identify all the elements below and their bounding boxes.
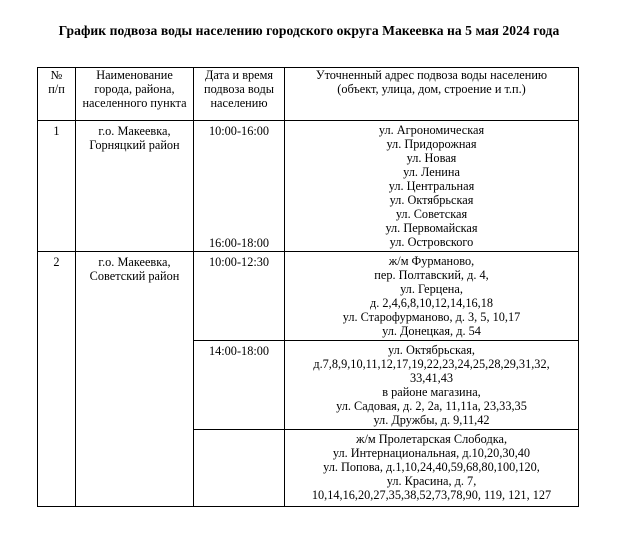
address-line: ж/м Фурманово,	[388, 254, 475, 268]
header-text: подвоза воды	[204, 82, 274, 96]
address-line: ул. Октябрьская,	[388, 343, 475, 357]
locality-line: Советский район	[89, 269, 180, 283]
address-line: ул. Садовая, д. 2, 2а, 11,11а, 23,33,35	[336, 399, 527, 413]
address-line: ул. Герцена,	[400, 282, 463, 296]
table-row	[38, 252, 579, 341]
row-addresses	[285, 252, 579, 341]
row-addresses	[285, 430, 579, 507]
time-slot: 10:00-16:00	[208, 124, 270, 138]
header-text: (объект, улица, дом, строение и т.п.)	[337, 82, 526, 96]
header-number	[38, 68, 76, 121]
address-line: ул. Островского	[389, 235, 474, 249]
header-locality	[76, 68, 194, 121]
address-line: ул. Попова, д.1,10,24,40,59,68,80,100,120,	[323, 460, 540, 474]
address-line: д.7,8,9,10,11,12,17,19,22,23,24,25,28,29,31,32,	[313, 357, 550, 371]
row-addresses	[285, 341, 579, 430]
address-line: ул. Октябрьская	[389, 193, 474, 207]
row-locality	[76, 121, 194, 252]
header-address	[285, 68, 579, 121]
locality-line: г.о. Макеевка,	[98, 255, 171, 269]
address-line: ул. Старофурманово, д. 3, 5, 10,17	[342, 310, 521, 324]
table-header-row	[38, 68, 579, 121]
address-line: ул. Советская	[395, 207, 468, 221]
table-row	[38, 121, 579, 252]
address-line: ул. Ленина	[403, 165, 460, 179]
address-line: в районе магазина,	[382, 385, 481, 399]
address-line: ул. Интернациональная, д.10,20,30,40	[332, 446, 531, 460]
water-schedule-table	[37, 67, 579, 507]
header-text: населенного пункта	[82, 96, 187, 110]
address-line: ул. Придорожная	[386, 137, 477, 151]
row-addresses	[285, 121, 579, 252]
address-line: пер. Полтавский, д. 4,	[374, 268, 489, 282]
time-slot: 16:00-18:00	[208, 236, 270, 250]
row-number: 2	[38, 252, 76, 507]
address-line: ул. Агрономическая	[378, 123, 485, 137]
address-line: ул. Первомайская	[385, 221, 478, 235]
row-time	[194, 430, 285, 507]
address-line: д. 2,4,6,8,10,12,14,16,18	[369, 296, 494, 310]
header-text: №	[50, 68, 63, 82]
address-line: ул. Донецкая, д. 54	[382, 324, 481, 338]
address-line: ул. Центральная	[388, 179, 475, 193]
header-text: п/п	[48, 82, 65, 96]
address-line: ж/м Пролетарская Слободка,	[355, 432, 508, 446]
row-time: 14:00-18:00	[194, 341, 285, 430]
row-time: 10:00-12:30	[194, 252, 285, 341]
address-line: ул. Красина, д. 7,	[386, 474, 477, 488]
address-line: 10,14,16,20,27,35,38,52,73,78,90, 119, 121, 127	[311, 488, 552, 502]
address-line: ул. Дружбы, д. 9,11,42	[373, 413, 490, 427]
header-text: города, района,	[94, 82, 175, 96]
locality-line: Горняцкий район	[89, 138, 180, 152]
header-datetime	[194, 68, 285, 121]
row-number: 1	[38, 121, 76, 252]
row-locality	[76, 252, 194, 507]
row-time	[194, 121, 285, 252]
address-line: ул. Новая	[406, 151, 457, 165]
header-text: Наименование	[96, 68, 173, 82]
header-text: Дата и время	[204, 68, 274, 82]
header-text: населению	[210, 96, 268, 110]
header-text: Уточненный адрес подвоза воды населению	[315, 68, 548, 82]
address-line: 33,41,43	[409, 371, 454, 385]
locality-line: г.о. Макеевка,	[98, 124, 171, 138]
document-title: График подвоза воды населению городского округа Макеевка на 5 мая 2024 года	[58, 23, 560, 38]
